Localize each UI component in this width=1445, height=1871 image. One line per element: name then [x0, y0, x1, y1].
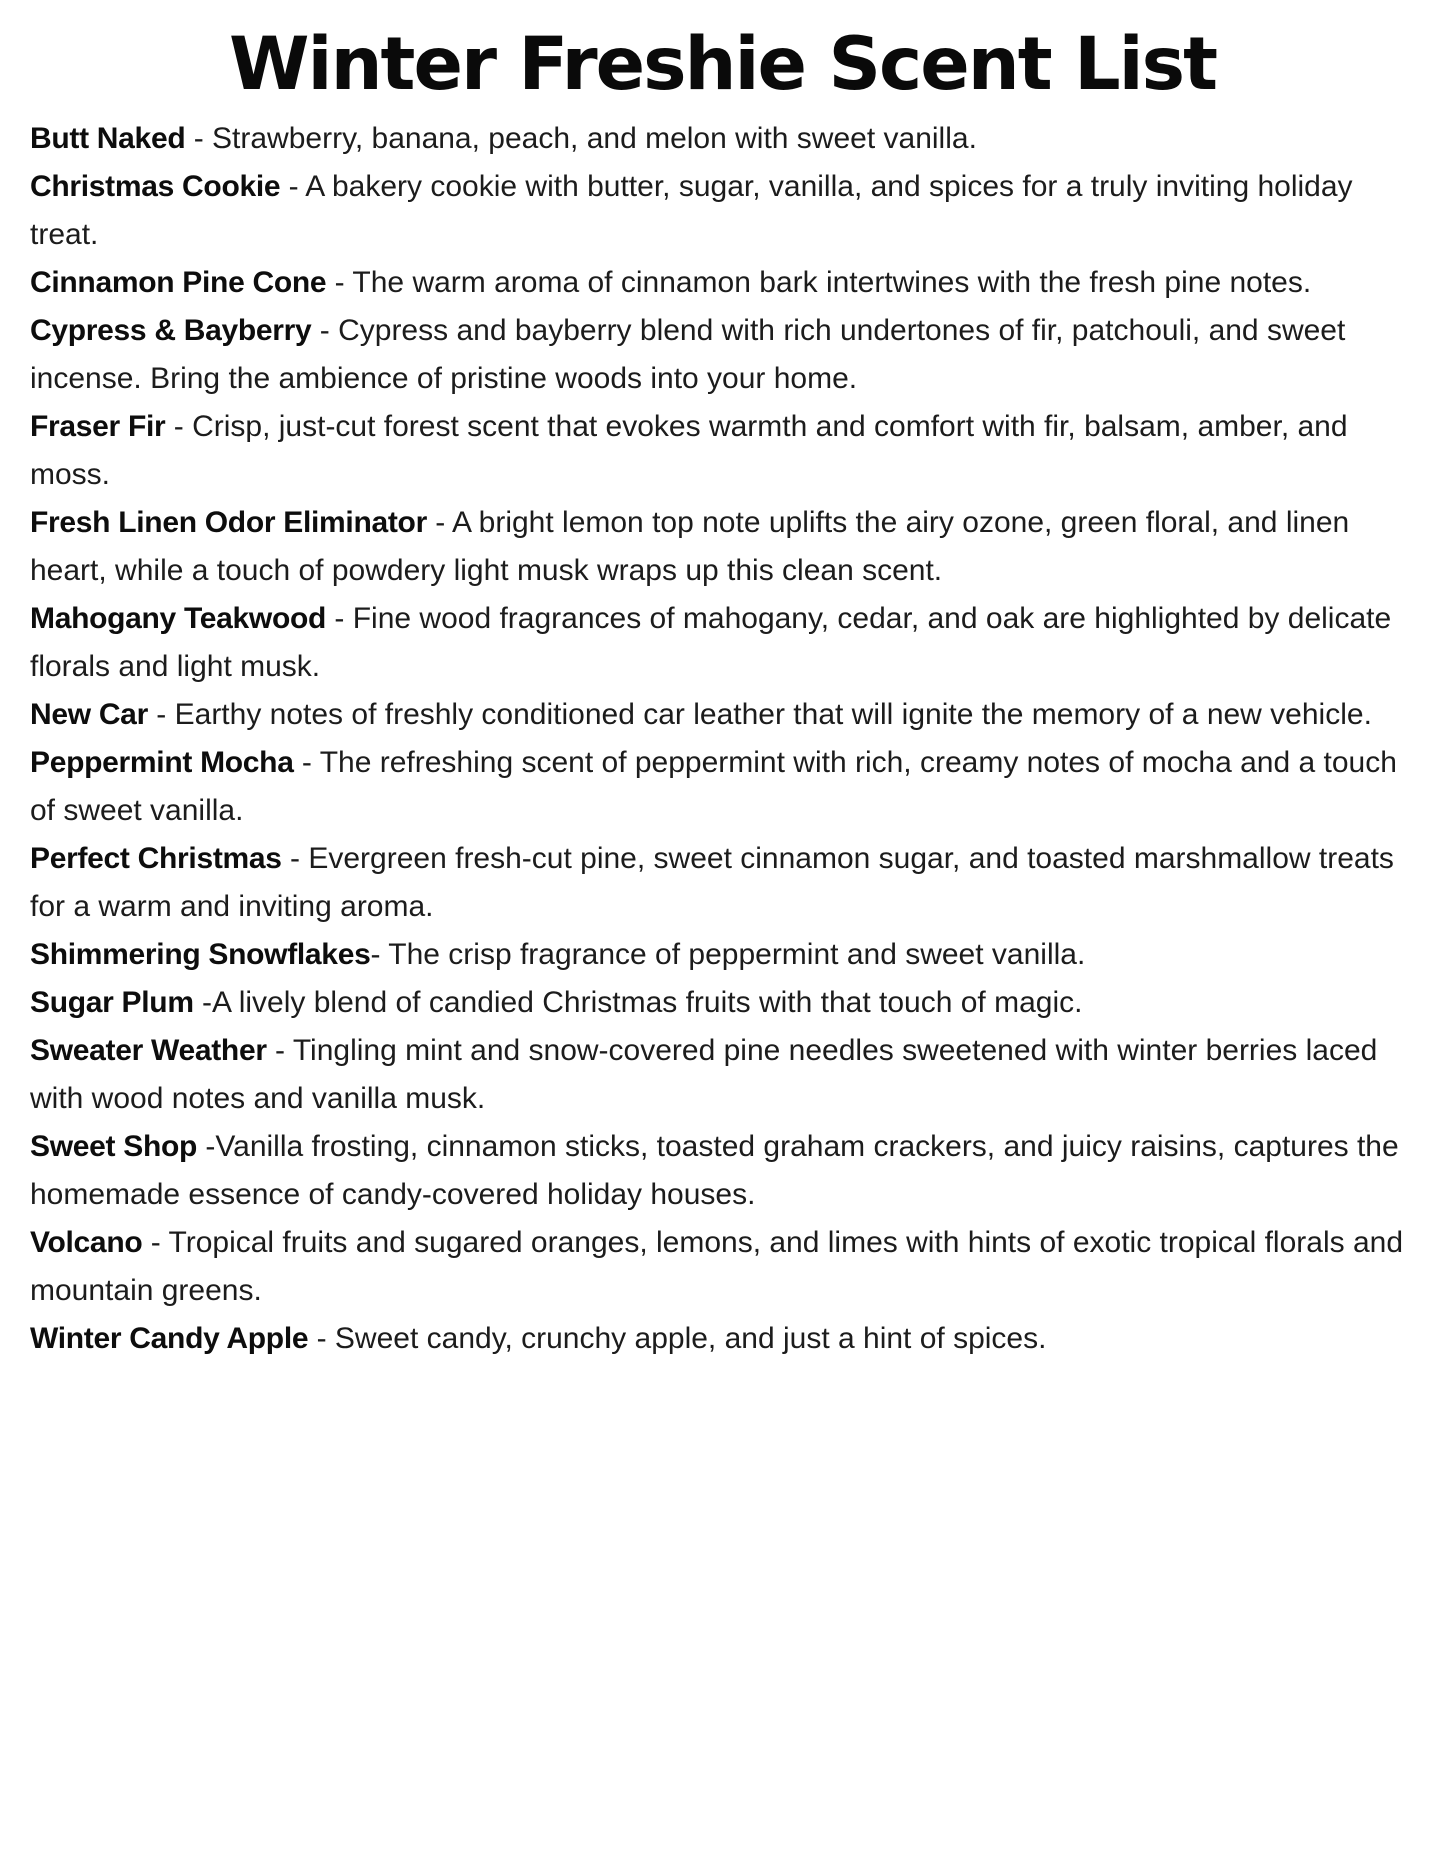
scent-entry [30, 1219, 1415, 1315]
scent-name: Perfect Christmas [30, 841, 282, 875]
scent-description: Fine wood fragrances of mahogany, cedar, and oak are highlighted by delicate florals and light musk. [30, 601, 1392, 683]
scent-separator: - [326, 265, 353, 299]
scent-entry [30, 403, 1415, 499]
scent-name: Volcano [30, 1225, 143, 1259]
scent-separator: - [293, 745, 320, 779]
scent-list [30, 115, 1415, 1363]
scent-separator: - [311, 313, 339, 347]
scent-description: Strawberry, banana, peach, and melon with sweet vanilla. [212, 121, 977, 155]
scent-separator: - [185, 121, 213, 155]
scent-separator: - [281, 841, 309, 875]
scent-name: Sweet Shop [30, 1129, 198, 1163]
scent-description: Vanilla frosting, cinnamon sticks, toasted graham crackers, and juicy raisins, captures the homemade essence of candy-covered holiday houses. [30, 1129, 1399, 1211]
scent-separator: - [197, 1129, 216, 1163]
scent-entry [30, 499, 1415, 595]
scent-name: Sugar Plum [30, 985, 194, 1019]
scent-entry [30, 979, 1415, 1027]
scent-separator: - [147, 697, 175, 731]
scent-name: Cinnamon Pine Cone [30, 265, 327, 299]
page-title: Winter Freshie Scent List [229, 22, 1216, 107]
scent-entry [30, 1123, 1415, 1219]
scent-description: A bakery cookie with butter, sugar, vanilla, and spices for a truly inviting holiday treat. [30, 169, 1353, 251]
scent-description: The warm aroma of cinnamon bark intertwines with the fresh pine notes. [352, 265, 1312, 299]
scent-entry [30, 595, 1415, 691]
scent-name: Winter Candy Apple [30, 1321, 309, 1355]
scent-name: Butt Naked [30, 121, 186, 155]
scent-entry [30, 259, 1415, 307]
scent-entry [30, 1027, 1415, 1123]
scent-entry [30, 163, 1415, 259]
scent-description: Tingling mint and snow-covered pine needles sweetened with winter berries laced with wood notes and vanilla musk. [30, 1033, 1378, 1115]
scent-description: Crisp, just-cut forest scent that evokes warmth and comfort with fir, balsam, amber, and moss. [30, 409, 1348, 491]
scent-entry [30, 307, 1415, 403]
scent-description: Sweet candy, crunchy apple, and just a hint of spices. [334, 1321, 1047, 1355]
scent-entry [30, 835, 1415, 931]
scent-description: Tropical fruits and sugared oranges, lemons, and limes with hints of exotic tropical florals and mountain greens. [30, 1225, 1403, 1307]
scent-description: Cypress and bayberry blend with rich undertones of fir, patchouli, and sweet incense. Bring the ambience of pristine woods into your home. [30, 313, 1346, 395]
scent-description: Earthy notes of freshly conditioned car leather that will ignite the memory of a new vehicle. [174, 697, 1372, 731]
scent-name: Christmas Cookie [30, 169, 281, 203]
scent-name: New Car [30, 697, 148, 731]
scent-name: Cypress & Bayberry [30, 313, 312, 347]
scent-entry [30, 1315, 1415, 1363]
scent-separator: - [370, 937, 389, 971]
scent-name: Peppermint Mocha [30, 745, 294, 779]
scent-name: Mahogany Teakwood [30, 601, 327, 635]
scent-description: A bright lemon top note uplifts the airy ozone, green floral, and linen heart, while a touch of powdery light musk wraps up this clean scent. [30, 505, 1350, 587]
scent-separator: - [266, 1033, 293, 1067]
scent-entry [30, 931, 1415, 979]
scent-separator: - [426, 505, 452, 539]
scent-entry [30, 115, 1415, 163]
scent-entry [30, 691, 1415, 739]
scent-description: A lively blend of candied Christmas fruits with that touch of magic. [212, 985, 1083, 1019]
scent-name: Shimmering Snowflakes [30, 937, 371, 971]
scent-separator: - [142, 1225, 169, 1259]
scent-separator: - [165, 409, 193, 443]
scent-description: The crisp fragrance of peppermint and sweet vanilla. [388, 937, 1086, 971]
scent-name: Fraser Fir [30, 409, 166, 443]
scent-description: The refreshing scent of peppermint with rich, creamy notes of mocha and a touch of sweet vanilla. [30, 745, 1397, 827]
scent-name: Fresh Linen Odor Eliminator [30, 505, 427, 539]
scent-separator: - [308, 1321, 335, 1355]
scent-separator: - [326, 601, 353, 635]
scent-separator: - [193, 985, 213, 1019]
scent-entry [30, 739, 1415, 835]
scent-name: Sweater Weather [30, 1033, 267, 1067]
scent-description: Evergreen fresh-cut pine, sweet cinnamon sugar, and toasted marshmallow treats for a warm and inviting aroma. [30, 841, 1394, 923]
scent-separator: - [280, 169, 306, 203]
